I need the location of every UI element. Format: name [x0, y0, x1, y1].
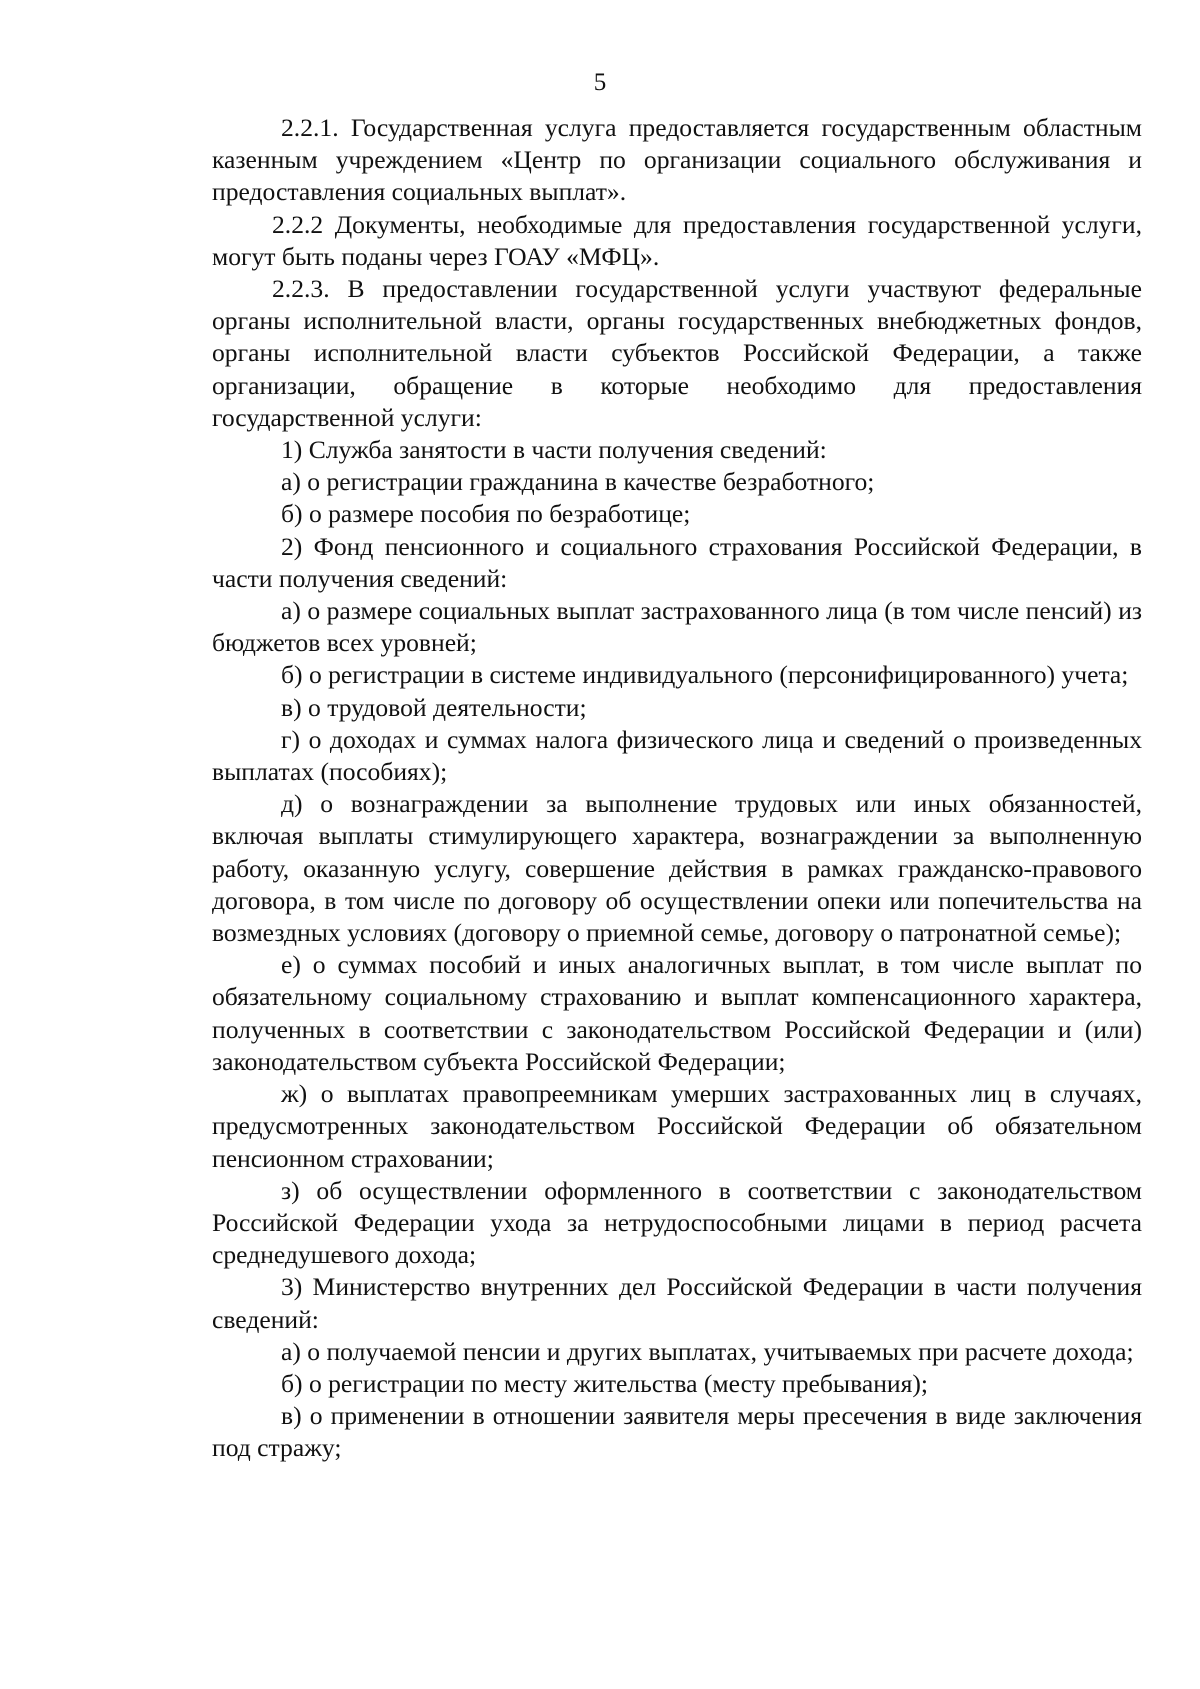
list-item-1-employment-service: 1) Служба занятости в части получения сведений: — [281, 435, 827, 465]
paragraph-2-2-3: 2.2.3. В предоставлении государственной услуги участвуют федеральные органы исполнительной власти, органы государственных внебюджетных фондов, органы исполнительной власти субъектов Российской Федерации, а также организации, обращение в которые необходимо для предоставления государственной услуги: — [212, 274, 1142, 432]
document-body — [212, 112, 1142, 1465]
list-item-2e: е) о суммах пособий и иных аналогичных выплат, в том числе выплат по обязательному социальному страхованию и выплат компенсационного характера, полученных в соответствии с законодательством Российской Федерации и (или) законодательством субъекта Российской Федерации; — [212, 950, 1142, 1076]
list-item-3v: в) о применении в отношении заявителя меры пресечения в виде заключения под стражу; — [212, 1401, 1142, 1463]
list-item-2v: в) о трудовой деятельности; — [281, 692, 587, 722]
list-item-2g: г) о доходах и суммах налога физического лица и сведений о произведенных выплатах (пособиях); — [212, 724, 1142, 787]
list-item-1a: а) о регистрации гражданина в качестве безработного; — [281, 467, 875, 497]
page-number: 5 — [593, 69, 607, 96]
list-item-1b: б) о размере пособия по безработице; — [281, 499, 691, 529]
list-item-3-interior-ministry: 3) Министерство внутренних дел Российской Федерации в части получения сведений: — [212, 1272, 1142, 1334]
list-item-2-pension-fund: 2) Фонд пенсионного и социального страхования Российской Федерации, в части получения сведений: — [212, 531, 1142, 593]
list-item-2b: б) о регистрации в системе индивидуального (персонифицированного) учета; — [281, 660, 1129, 690]
list-item-3b: б) о регистрации по месту жительства (месту пребывания); — [281, 1368, 928, 1398]
list-item-2zh: ж) о выплатах правопреемникам умерших застрахованных лиц в случаях, предусмотренных законодательством Российской Федерации об обязательном пенсионном страховании; — [212, 1079, 1142, 1173]
list-item-2d: д) о вознаграждении за выполнение трудовых или иных обязанностей, включая выплаты стимулирующего характера, вознаграждении за выполненную работу, оказанную услугу, совершение действия в рамках гражданско-правового договора, в том числе по договору об осуществлении опеки или попечительства на возмездных условиях (договору о приемной семье, договору о патронатной семье); — [212, 789, 1142, 948]
list-item-2z: з) об осуществлении оформленного в соответствии с законодательством Российской Федерации ухода за нетрудоспособными лицами в период расчета среднедушевого дохода; — [212, 1175, 1142, 1270]
paragraph-2-2-1: 2.2.1. Государственная услуга предоставляется государственным областным казенным учреждением «Центр по организации социального обслуживания и предоставления социальных выплат». — [212, 113, 1142, 207]
paragraph-2-2-2: 2.2.2 Документы, необходимые для предоставления государственной услуги, могут быть поданы через ГОАУ «МФЦ». — [212, 209, 1142, 271]
list-item-3a: а) о получаемой пенсии и других выплатах, учитываемых при расчете дохода; — [281, 1336, 1134, 1366]
list-item-2a: а) о размере социальных выплат застрахованного лица (в том числе пенсий) из бюджетов всех уровней; — [212, 596, 1142, 658]
